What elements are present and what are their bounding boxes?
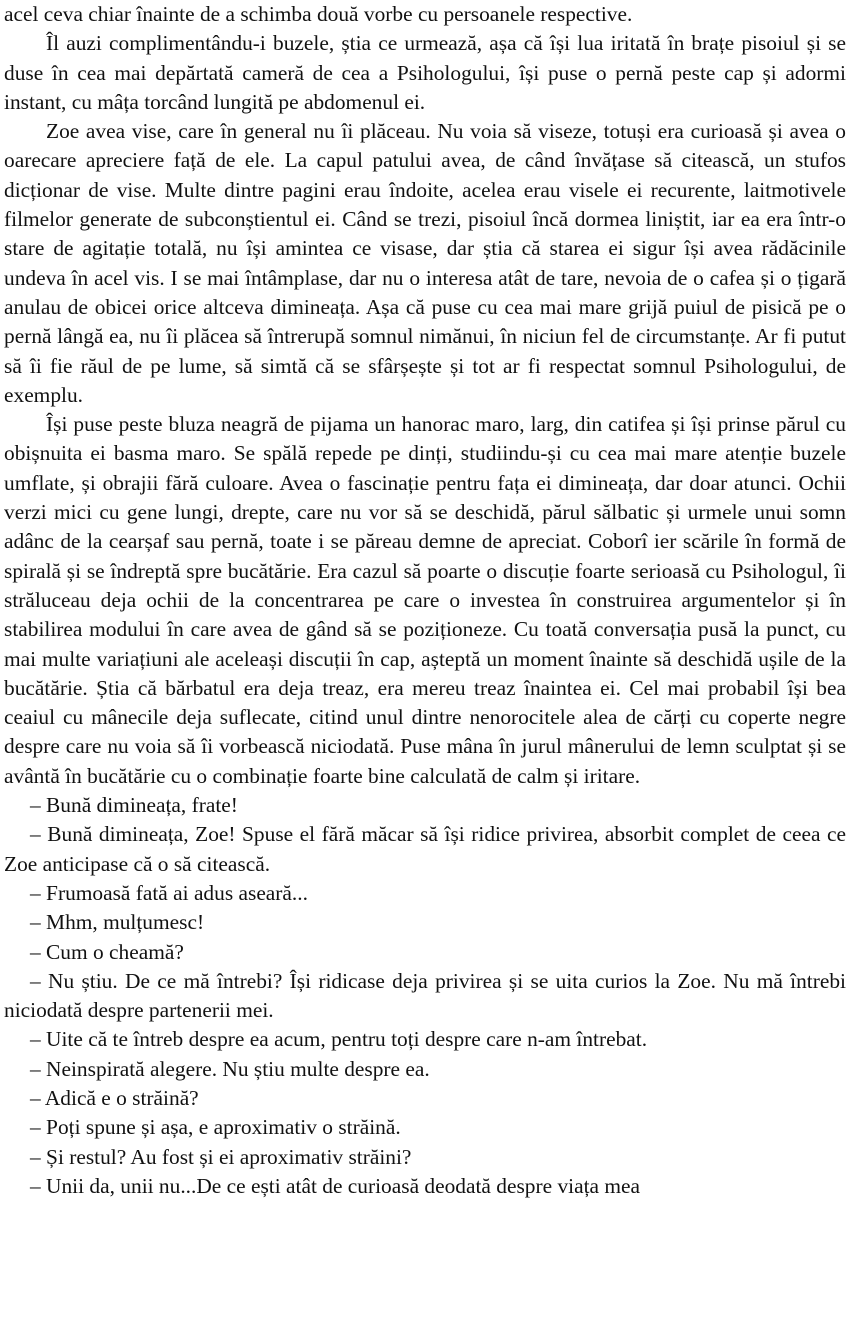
dialogue-line: – Nu știu. De ce mă întrebi? Își ridicase deja privirea și se uita curios la Zoe. Nu mă întrebi niciodată despre partenerii mei.: [4, 968, 846, 1023]
dialogue-line: – Uite că te întreb despre ea acum, pentru toți despre care n-am întrebat.: [30, 1027, 648, 1052]
dialogue-line: – Bună dimineața, frate!: [30, 793, 238, 818]
dialogue-line: – Bună dimineața, Zoe! Spuse el fără măcar să își ridice privirea, absorbit complet de ceea ce Zoe anticipase că o să citească.: [4, 822, 846, 876]
dialogue-line: – Neinspirată alegere. Nu știu multe despre ea.: [30, 1056, 430, 1081]
dialogue-line: – Unii da, unii nu...De ce ești atât de curioasă deodată despre viața mea: [30, 1173, 640, 1198]
dialogue-line: – Cum o cheamă?: [30, 939, 184, 964]
dialogue-line: – Adică e o străină?: [30, 1085, 199, 1110]
page-text: [4, 0, 846, 1201]
dialogue-line: – Și restul? Au fost și ei aproximativ străini?: [30, 1144, 412, 1169]
dialogue-line: – Mhm, mulțumesc!: [30, 910, 205, 935]
dialogue-line: – Frumoasă fată ai adus aseară...: [30, 880, 308, 905]
paragraph-continuation: acel ceva chiar înainte de a schimba două vorbe cu persoanele respective.: [4, 2, 633, 26]
paragraph: Își puse peste bluza neagră de pijama un hanorac maro, larg, din catifea și își prinse părul cu obișnuita ei basma maro. Se spălă repede pe dinți, studiindu-și cu cea mai mare atenție buzele umflate, și obrajii fără culoare. Avea o fascinație pentru fața ei dimineața, dar doar atunci. Ochii verzi mici cu gene lungi, drepte, care nu vor să se deschidă, părul sălbatic și urmele unui somn adânc de la cearșaf sau pernă, toate i se păreau demne de apreciat. Coborî ier scările în formă de spirală și se îndreptă spre bucătărie. Era cazul să poarte o discuție foarte serioasă cu Psihologul, îi străluceau deja ochii de la concentrarea pe care o investea în construirea argumentelor și în stabilirea modului în care avea de gând să se poziționeze. Cu toată conversația pusă la punct, cu mai multe variațiuni ale aceleași discuții în cap, așteptă un moment înainte să deschidă ușile de la bucătărie. Știa că bărbatul era deja treaz, era mereu treaz înaintea ei. Cel mai probabil își bea ceaiul cu mânecile deja suflecate, citind unul dintre nenorocitele alea de cărți cu coperte negre despre care nu voia să îi vorbească niciodată. Puse mâna în jurul mânerului de lemn sculptat și se avântă în bucătărie cu o combinație foarte bine calculată de calm și iritare.: [4, 412, 846, 788]
dialogue-line: – Poți spune și așa, e aproximativ o străină.: [30, 1115, 401, 1140]
paragraph: Zoe avea vise, care în general nu îi plăceau. Nu voia să viseze, totuși era curioasă și avea o oarecare apreciere față de ele. La capul patului avea, de când învățase să citească, un stufos dicționar de vise. Multe dintre pagini erau îndoite, acelea erau visele ei recurente, laitmotivele filmelor generate de subconștientul ei. Când se trezi, pisoiul încă dormea liniștit, iar ea era într-o stare de agitație totală, nu își amintea ce visase, dar știa că starea ei sigur își avea rădăcinile undeva în acel vis. I se mai întâmplase, dar nu o interesa atât de tare, nevoia de o cafea și o țigară anulau de obicei orice altceva dimineața. Așa că puse cu cea mai mare grijă puiul de pisică pe o pernă lângă ea, nu îi plăcea să întrerupă somnul nimănui, în niciun fel de circumstanțe. Ar fi putut să îi fie răul de pe lume, să simtă că se sfârșește și tot ar fi respectat somnul Psihologului, de exemplu.: [4, 119, 846, 407]
paragraph: Îl auzi complimentându-i buzele, știa ce urmează, așa că își lua iritată în brațe pisoiul și se duse în cea mai depărtată cameră de cea a Psihologului, își puse o pernă peste cap și adormi instant, cu mâța torcând lungită pe abdomenul ei.: [4, 31, 846, 114]
